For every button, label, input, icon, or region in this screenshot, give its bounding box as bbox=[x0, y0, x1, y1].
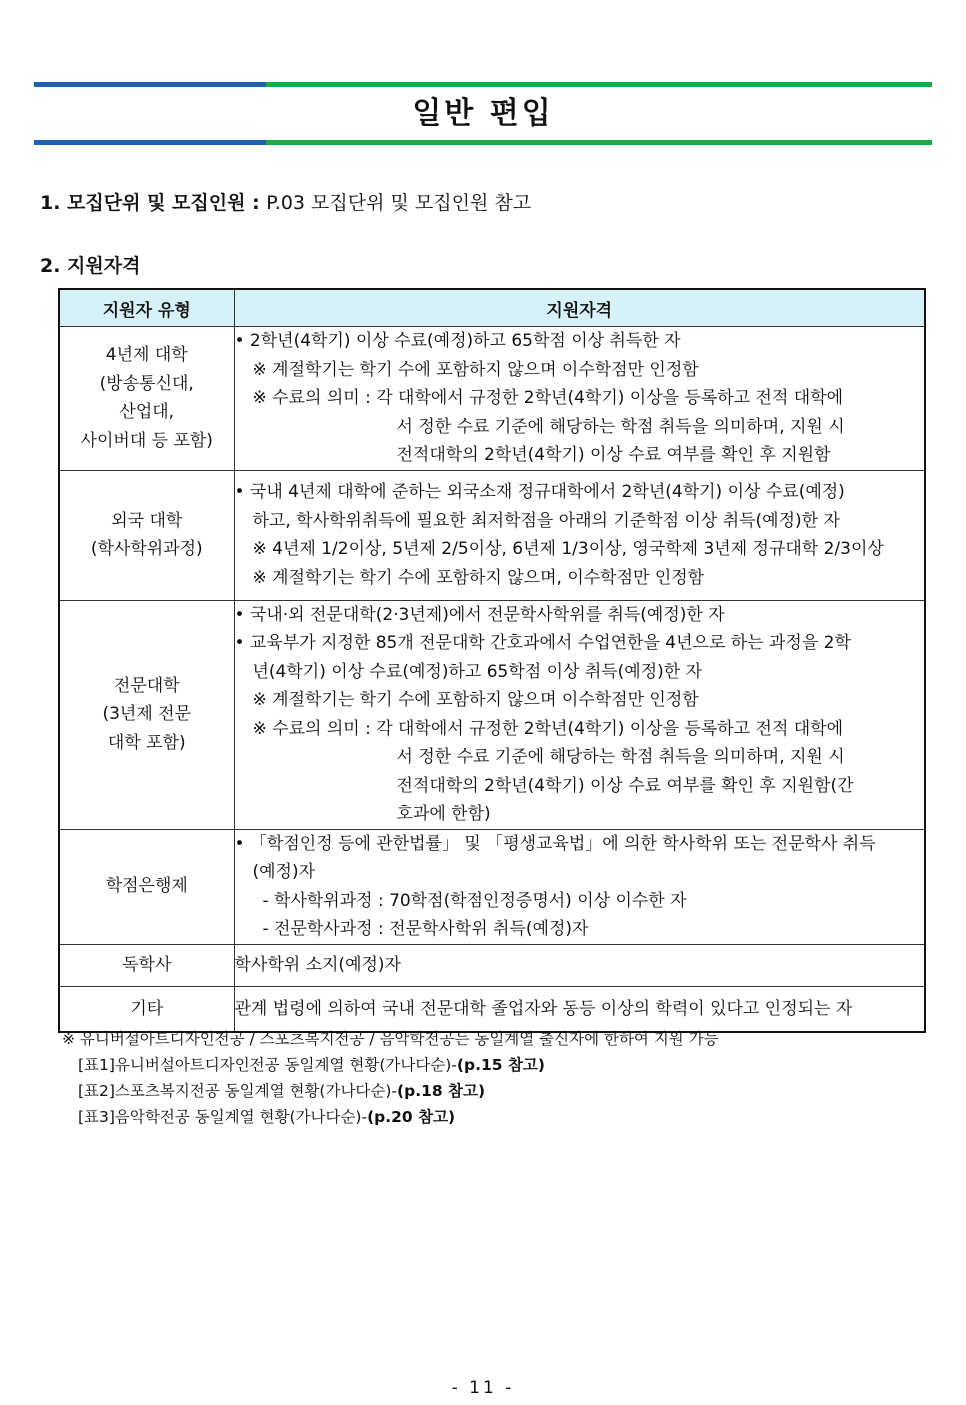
qualification-table bbox=[58, 288, 926, 1033]
type-line: (3년제 전문 bbox=[102, 704, 192, 725]
bottom-rule bbox=[34, 140, 932, 145]
qual-note: ※ 계절학기는 학기 수에 포함하지 않으며 이수학점만 인정함 bbox=[252, 359, 699, 380]
table-row bbox=[59, 944, 925, 986]
qualification-cell bbox=[234, 327, 925, 471]
type-line: 산업대, bbox=[119, 402, 175, 423]
qual-note: ※ 4년제 1/2이상, 5년제 2/5이상, 6년제 1/3이상, 영국학제 3년제 정규대학 2/3이상 bbox=[252, 539, 884, 559]
qual-note: ※ 계절학기는 학기 수에 포함하지 않으며 이수학점만 인정함 bbox=[252, 690, 699, 710]
type-cell bbox=[59, 944, 234, 986]
footnote-ref-page: (p.18 참고) bbox=[397, 1082, 486, 1100]
type-line: 기타 bbox=[130, 998, 164, 1019]
qualification-cell bbox=[234, 986, 925, 1032]
qualification-cell bbox=[234, 944, 925, 986]
table-header-row bbox=[59, 289, 925, 327]
footnote-ref-page: (p.20 참고) bbox=[367, 1108, 456, 1126]
qual-note-cont: 전적대학의 2학년(4학기) 이상 수료 여부를 확인 후 지원함(간 bbox=[396, 775, 854, 796]
footnote-ref bbox=[78, 1053, 545, 1079]
footnote-ref-page: (p.15 참고) bbox=[456, 1056, 545, 1074]
section2-heading: 2. 지원자격 bbox=[40, 255, 141, 277]
section2 bbox=[40, 253, 140, 279]
qual-dash-item: - 전문학사과정 : 전문학사학위 취득(예정)자 bbox=[262, 919, 589, 939]
page-number: - 11 - bbox=[451, 1378, 515, 1398]
type-line: 대학 포함) bbox=[107, 732, 186, 753]
type-line: 외국 대학 bbox=[111, 510, 183, 531]
qual-note-cont: 서 정한 수료 기준에 해당하는 학점 취득을 의미하며, 지원 시 bbox=[396, 416, 845, 437]
qualification-cell bbox=[234, 600, 925, 829]
qual-line: • 2학년(4학기) 이상 수료(예정)하고 65학점 이상 취득한 자 bbox=[234, 331, 681, 351]
section1 bbox=[40, 190, 531, 216]
type-line: (학사학위과정) bbox=[90, 539, 203, 559]
table-row bbox=[59, 600, 925, 829]
type-line: 독학사 bbox=[122, 954, 172, 975]
qual-line-cont: 하고, 학사학위취득에 필요한 최저학점을 아래의 기준학점 이상 취득(예정)한 자 bbox=[252, 510, 840, 531]
table-row bbox=[59, 470, 925, 600]
top-rule bbox=[34, 82, 932, 87]
table-row bbox=[59, 986, 925, 1032]
top-rule-green bbox=[266, 82, 932, 87]
qual-line: • 국내·외 전문대학(2·3년제)에서 전문학사학위를 취득(예정)한 자 bbox=[234, 604, 725, 625]
footnote-ref bbox=[78, 1079, 485, 1105]
qual-line: • 교육부가 지정한 85개 전문대학 간호과에서 수업연한을 4년으로 하는 과정을 2학 bbox=[234, 633, 851, 653]
top-rule-blue bbox=[34, 82, 266, 87]
bottom-rule-blue bbox=[34, 140, 266, 145]
table-row bbox=[59, 829, 925, 944]
qualification-cell bbox=[234, 470, 925, 600]
section1-colon: : bbox=[245, 192, 267, 214]
header-qualification: 지원자격 bbox=[234, 289, 925, 327]
qualification-cell bbox=[234, 829, 925, 944]
type-cell bbox=[59, 327, 234, 471]
qual-line: • 「학점인정 등에 관한법률」 및 「평생교육법」에 의한 학사학위 또는 전문학사 취득 bbox=[234, 833, 876, 854]
bottom-rule-green bbox=[266, 140, 932, 145]
qual-note: ※ 수료의 의미 : 각 대학에서 규정한 2학년(4학기) 이상을 등록하고 전적 대학에 bbox=[252, 388, 844, 408]
qual-line-cont: 년(4학기) 이상 수료(예정)하고 65학점 이상 취득(예정)한 자 bbox=[252, 661, 703, 682]
qual-line: 학사학위 소지(예정)자 bbox=[234, 954, 401, 975]
footnote-main: ※ 유니버설아트디자인전공 / 스포츠복지전공 / 음악학전공는 동일계열 출신자에 한하여 지원 가능 bbox=[62, 1030, 719, 1048]
qual-line-cont: (예정)자 bbox=[252, 862, 316, 882]
type-cell bbox=[59, 600, 234, 829]
section1-text: P.03 모집단위 및 모집인원 참고 bbox=[266, 192, 532, 214]
header-type: 지원자 유형 bbox=[59, 289, 234, 327]
type-line: 4년제 대학 bbox=[105, 345, 188, 366]
footnote-ref-text: [표3]음악학전공 동일계열 현황(가나다순)- bbox=[78, 1108, 368, 1126]
type-cell bbox=[59, 986, 234, 1032]
footnote-ref bbox=[78, 1105, 455, 1131]
qual-note-cont: 전적대학의 2학년(4학기) 이상 수료 여부를 확인 후 지원함 bbox=[396, 445, 831, 465]
type-line: (방송통신대, bbox=[99, 373, 194, 394]
table-row bbox=[59, 327, 925, 471]
qual-line: • 국내 4년제 대학에 준하는 외국소재 정규대학에서 2학년(4학기) 이상 수료(예정) bbox=[234, 482, 845, 502]
section1-heading: 1. 모집단위 및 모집인원 bbox=[40, 192, 246, 214]
type-cell bbox=[59, 829, 234, 944]
qual-line: 관계 법령에 의하여 국내 전문대학 졸업자와 동등 이상의 학력이 있다고 인정되는 자 bbox=[234, 998, 853, 1019]
footnote-ref-text: [표2]스포츠복지전공 동일계열 현황(가나다순)- bbox=[78, 1082, 398, 1100]
qual-note: ※ 수료의 의미 : 각 대학에서 규정한 2학년(4학기) 이상을 등록하고 전적 대학에 bbox=[252, 718, 844, 739]
type-line: 학점은행제 bbox=[105, 876, 188, 897]
type-cell bbox=[59, 470, 234, 600]
qual-note: ※ 계절학기는 학기 수에 포함하지 않으며, 이수학점만 인정함 bbox=[252, 567, 705, 588]
qual-note-cont: 호과에 한함) bbox=[396, 804, 491, 824]
qual-dash-item: - 학사학위과정 : 70학점(학점인정증명서) 이상 이수한 자 bbox=[262, 890, 687, 911]
qual-note-cont: 서 정한 수료 기준에 해당하는 학점 취득을 의미하며, 지원 시 bbox=[396, 747, 845, 767]
footnote-ref-text: [표1]유니버설아트디자인전공 동일계열 현황(가나다순)- bbox=[78, 1056, 457, 1074]
page-title: 일반 편입 bbox=[412, 96, 554, 131]
type-line: 사이버대 등 포함) bbox=[80, 430, 213, 451]
type-line: 전문대학 bbox=[113, 675, 180, 696]
